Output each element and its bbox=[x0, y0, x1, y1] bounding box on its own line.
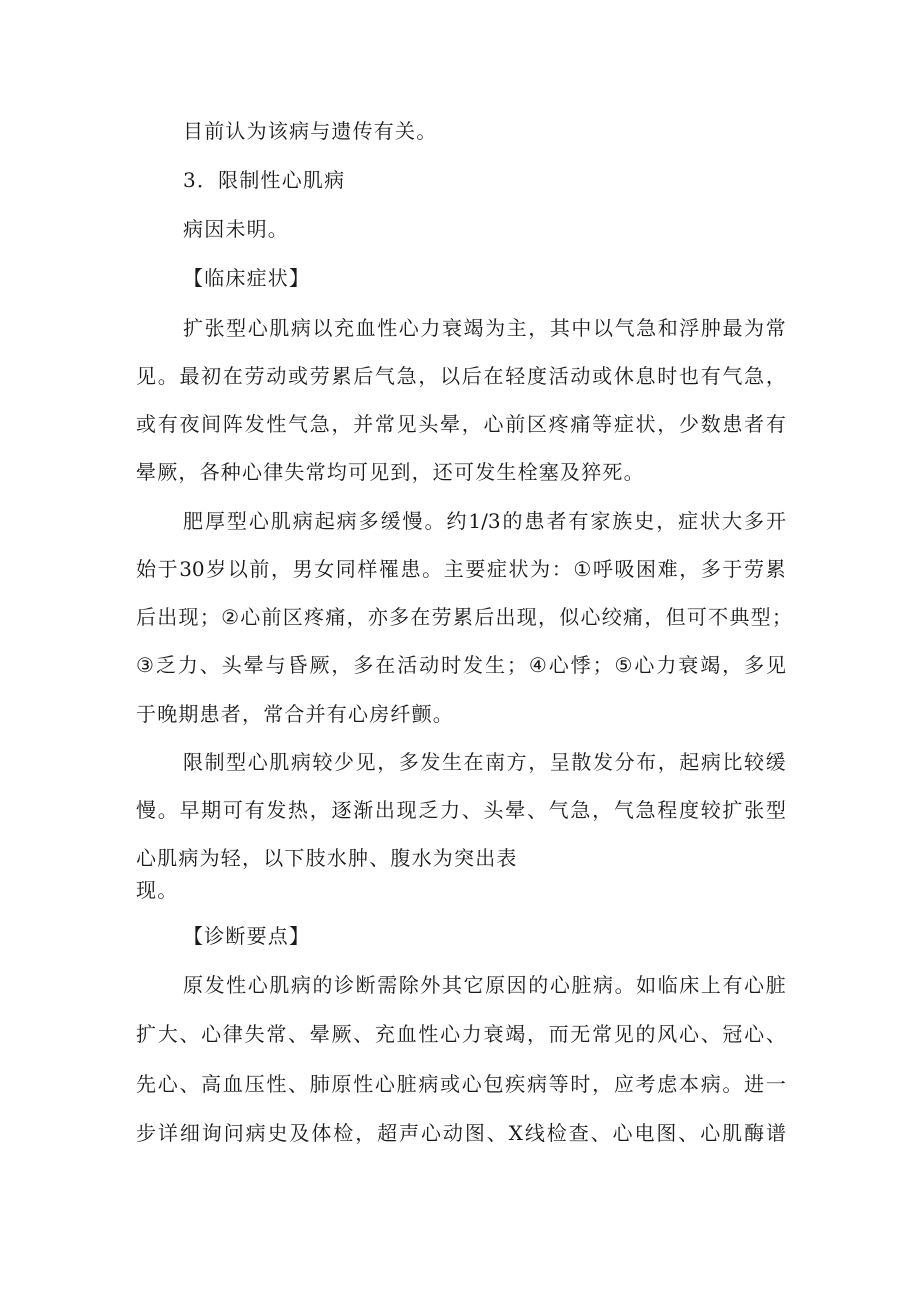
paragraph-line: 始 于 30 岁 以 前 ， 男 女 同 样 罹 患 。 主 要 症 状 为 ： ① 呼 吸 困 难 ， 多 于 劳 累 bbox=[136, 557, 786, 581]
paragraph-line: 步 详 细 询 问 病 史 及 体 检 ， 超 声 心 动 图 、 X 线 检 查 、 心 电 图 、 心 肌 酶 谱 bbox=[136, 1121, 786, 1145]
section-heading: 【临床症状】 bbox=[183, 266, 311, 290]
text-line: 病因未明。 bbox=[183, 217, 289, 241]
paragraph-line: 先 心 、 高 血 压 性 、 肺 原 性 心 脏 病 或 心 包 疾 病 等 时 ， 应 考 虑 本 病 。 进 一 bbox=[136, 1072, 786, 1096]
paragraph-line: 后 出 现 ； ② 心 前 区 疼 痛 ， 亦 多 在 劳 累 后 出 现 ， 似 心 绞 痛 ， 但 可 不 典 型 ； bbox=[136, 605, 792, 629]
paragraph-line: 晕厥，各种心律失常均可见到，还可发生栓塞及猝死。 bbox=[136, 460, 645, 484]
paragraph-line: 心肌病为轻，以下肢水肿、腹水为突出表 bbox=[136, 846, 518, 870]
paragraph-line: 原 发 性 心 肌 病 的 诊 断 需 除 外 其 它 原 因 的 心 脏 病 。 如 临 床 上 有 心 脏 bbox=[183, 973, 786, 997]
paragraph-line: 现。 bbox=[136, 878, 179, 902]
paragraph-line: 扩 大 、 心 律 失 常 、 晕 厥 、 充 血 性 心 力 衰 竭 ， 而 无 常 见 的 风 心 、 冠 心 、 bbox=[136, 1022, 786, 1046]
paragraph-line: 于晚期患者，常合并有心房纤颤。 bbox=[136, 702, 454, 726]
paragraph-line: 见 。 最 初 在 劳 动 或 劳 累 后 气 急 ， 以 后 在 轻 度 活 动 或 休 息 时 也 有 气 急 ， bbox=[136, 364, 786, 388]
paragraph-line: 慢 。 早 期 可 有 发 热 ， 逐 渐 出 现 乏 力 、 头 晕 、 气 急 ， 气 急 程 度 较 扩 张 型 bbox=[136, 798, 786, 822]
paragraph-line: 限 制 型 心 肌 病 较 少 见 ， 多 发 生 在 南 方 ， 呈 散 发 分 布 ， 起 病 比 较 缓 bbox=[183, 750, 786, 774]
paragraph-line: 或 有 夜 间 阵 发 性 气 急 ， 并 常 见 头 晕 ， 心 前 区 疼 痛 等 症 状 ， 少 数 患 者 有 bbox=[136, 412, 786, 436]
section-heading: 【诊断要点】 bbox=[183, 924, 311, 948]
section-heading: 3．限制性心肌病 bbox=[183, 168, 346, 192]
paragraph-line: ③ 乏 力 、 头 晕 与 昏 厥 ， 多 在 活 动 时 发 生 ； ④ 心 悸 ； ⑤ 心 力 衰 竭 ， 多 见 bbox=[136, 653, 786, 677]
text-line: 目前认为该病与遗传有关。 bbox=[183, 119, 438, 143]
paragraph-line: 扩 张 型 心 肌 病 以 充 血 性 心 力 衰 竭 为 主 ， 其 中 以 气 急 和 浮 肿 最 为 常 bbox=[183, 316, 786, 340]
paragraph-line: 肥 厚 型 心 肌 病 起 病 多 缓 慢 。 约 1/3 的 患 者 有 家 族 史 ， 症 状 大 多 开 bbox=[183, 509, 786, 533]
